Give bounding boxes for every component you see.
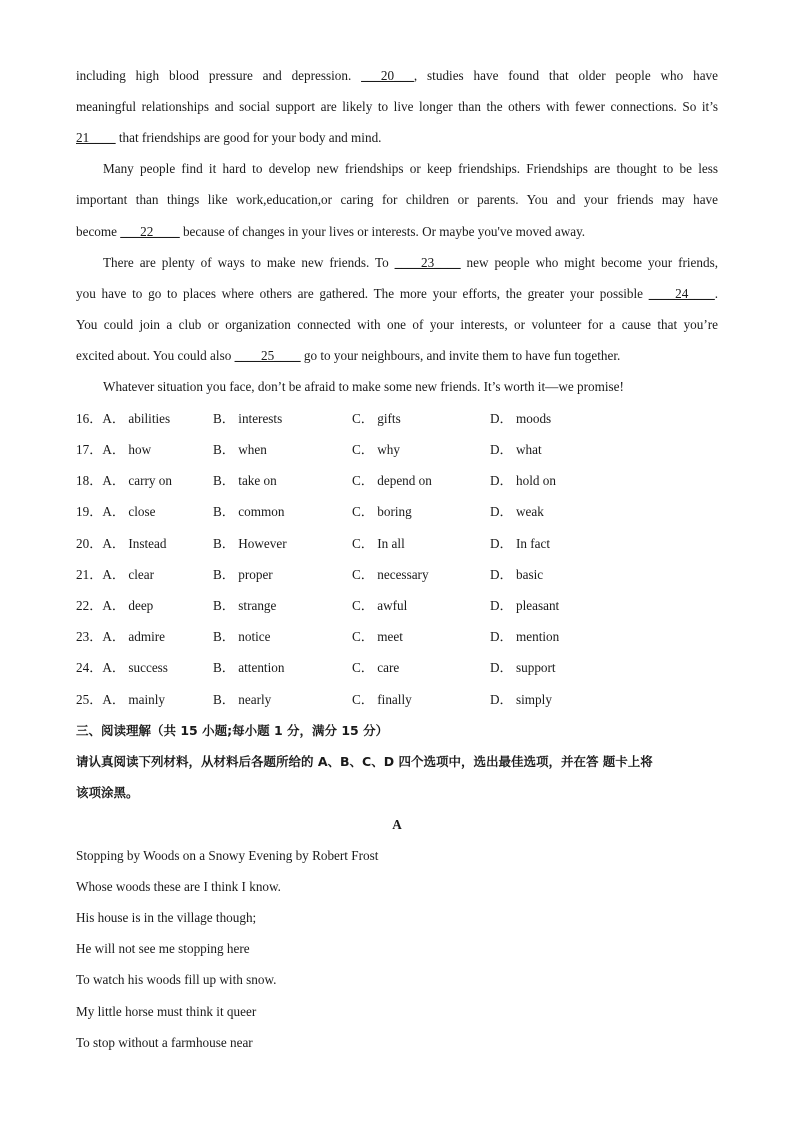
option-c: C． In all [352,536,405,551]
poem-line: Whose woods these are I think I know. [76,879,281,894]
passage-line: You could join a club or organization connected with one of your interests, or volunteer for a cause that you’re [76,317,718,332]
option-b: B． attention [213,660,285,675]
passage-line: 21____ that friendships are good for your body and mind. [76,130,382,145]
option-b: B． common [213,504,285,519]
option-d: D． what [490,442,542,457]
passage-line: become ___22____ because of changes in your lives or interests. Or maybe you've moved away. [76,224,586,239]
option-d: D． simply [490,692,552,707]
passage-line: There are plenty of ways to make new friends. To ____23____ new people who might become your friends, [103,255,718,270]
passage-line: Whatever situation you face, don’t be afraid to make some new friends. It’s worth it—we promise! [103,379,624,394]
poem-line: His house is in the village though; [76,910,257,925]
blank-21: 21____ [76,130,116,145]
option-d: D． In fact [490,536,551,551]
passage-line: excited about. You could also ____25____ go to your neighbours, and invite them to have fun together. [76,348,621,363]
blank-24: ____24____ [648,286,715,301]
option-c: C． gifts [352,411,401,426]
option-d: D． weak [490,504,544,519]
blank-25: ____25____ [234,348,301,363]
option-c: C． depend on [352,473,432,488]
passage-line: you have to go to places where others are gathered. The more your efforts, the greater your possible ____24____. [76,286,718,301]
option-c: C． boring [352,504,412,519]
option-b: B． strange [213,598,277,613]
option-b: B． nearly [213,692,272,707]
option-b: B． take on [213,473,277,488]
option-d: D． mention [490,629,560,644]
passage-line: Many people find it hard to develop new friendships or keep friendships. Friendships are thought to be less [103,161,718,176]
blank-20: ___20___ [361,68,414,83]
option-b: B． proper [213,567,273,582]
blank-22: ___22____ [120,224,180,239]
section-instructions: 请认真阅读下列材料，从材料后各题所给的 A、B、C、D 四个选项中，选出最佳选项，并在答 题卡上将 [76,754,653,769]
option-d: D． pleasant [490,598,560,613]
option-c: C． care [352,660,400,675]
passage-line: important than things like work,education,or caring for children or parents. You and your friends may have [76,192,718,207]
option-b: B． However [213,536,287,551]
option-d: D． hold on [490,473,556,488]
option-d: D． moods [490,411,552,426]
section-title: 三、阅读理解（共 15 小题;每小题 1 分，满分 15 分） [76,723,389,738]
poem-line: To watch his woods fill up with snow. [76,972,277,987]
option-d: D． support [490,660,556,675]
option-c: C． finally [352,692,412,707]
poem-title: Stopping by Woods on a Snowy Evening by Robert Frost [76,848,379,863]
blank-23: ____23____ [394,255,461,270]
poem-line: He will not see me stopping here [76,941,250,956]
passage-line: including high blood pressure and depression. ___20___, studies have found that older people who have [76,68,718,83]
section-instructions: 该项涂黑。 [76,785,139,800]
poem-line: To stop without a farmhouse near [76,1035,253,1050]
option-c: C． why [352,442,400,457]
option-c: C． awful [352,598,408,613]
passage-line: meaningful relationships and social support are likely to live longer than the others with fewer connections. So it’s [76,99,718,114]
option-c: C． necessary [352,567,429,582]
option-b: B． when [213,442,267,457]
option-c: C． meet [352,629,403,644]
document-page: including high blood pressure and depression. ___20___, studies have found that older people who have meaningful relationships and social support are likely to live longer than the others with fewer connections. So it’s 21____ that friendships are good for your body and mind. Many people find it hard to develop new friendships or keep friendships. Friendships are thought to be less important than things like work,education,or caring for children or parents. You and your friends may have become ___22____ because of changes in your lives or interests. Or maybe you've moved away. There are plenty of ways to make new friends. To ____23____ new people who might become your friends, you have to go to places where others are gathered. The more your efforts, the greater your possible ____24____. You could join a club or organization connected with one of your interests, or volunteer for a cause that you’re excited about. You could also ____25____ go to your neighbours, and invite them to have fun together. Whatever situation you face, don’t be afraid to make some new friends. It’s worth it—we promise! 16．A． abilities B． interests C． gifts D． moods 17．A． how B． when C． why D． what 18．A． carry on B． take on C． depend on D． hold on 19．A． close B． common C． boring D． weak 20．A． Instead B． However C． In all D． In fact 21．A． clear B． proper C． necessary D． basic 22．A． deep B． strange C． awful D． pleasant 23．A． admire B． notice C． meet D． mention 24．A． success B． attention C． care D． support 25．A． mainly B． nearly C． finally D． simply 三、阅读理解（共 15 小题;每小题 1 分，满分 15 分） 请认真阅读下列材料，从材料后各题所给的 A、B、C、D 四个选项中，选出最佳选项，并在答 题卡上将 该项涂黑。 A Stopping by Woods on a Snowy Evening by Robert Frost Whose woods these are I think I know. His house is in the village though; He will not see me stopping here To watch his woods fill up with snow. My little horse must think it queer To stop without a farmhouse near [0,0,794,1123]
poem-line: My little horse must think it queer [76,1004,257,1019]
option-d: D． basic [490,567,544,582]
passage-label: A [392,817,402,832]
option-b: B． interests [213,411,283,426]
option-b: B． notice [213,629,271,644]
